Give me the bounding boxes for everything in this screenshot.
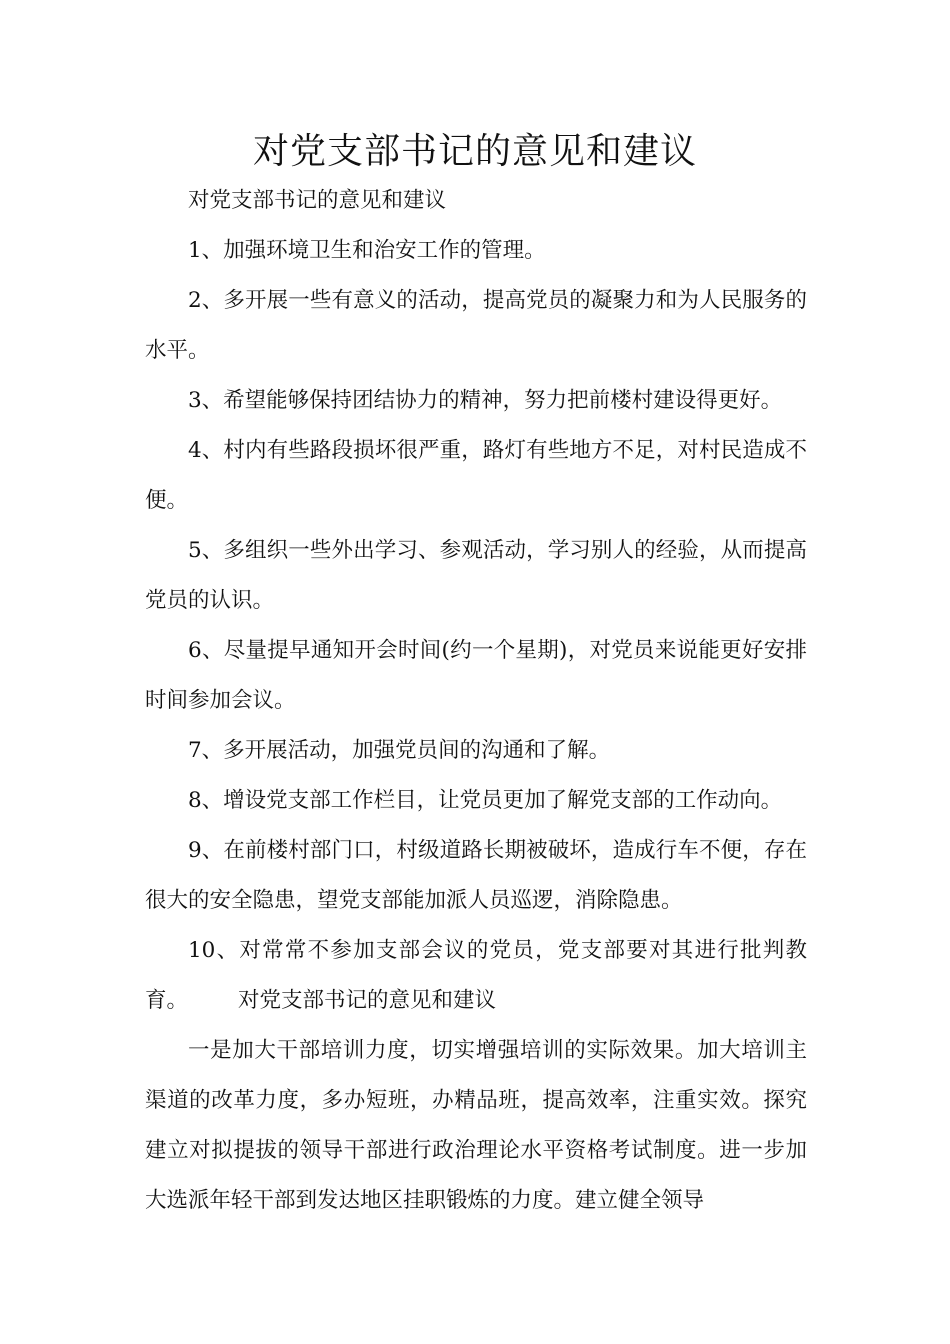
paragraph-repeat-heading: 对党支部书记的意见和建议 (238, 988, 497, 1013)
paragraph-item-1: 1、加强环境卫生和治安工作的管理。 (188, 238, 546, 263)
paragraph-item-10 (145, 926, 807, 1026)
paragraph-item-10-text: 10、对常常不参加支部会议的党员，党支部要对其进行批判教育。 (145, 938, 807, 1013)
paragraph-item-9: 9、在前楼村部门口，村级道路长期被破坏，造成行车不便，存在很大的安全隐患，望党支部能加派人员巡逻，消除隐患。 (145, 838, 807, 913)
paragraph-item-11: 一是加大干部培训力度，切实增强培训的实际效果。加大培训主渠道的改革力度，多办短班，办精品班，提高效率，注重实效。探究建立对拟提拔的领导干部进行政治理论水平资格考试制度。进一步加大选派年轻干部到发达地区挂职锻炼的力度。建立健全领导 (145, 1038, 807, 1213)
paragraph-item-8: 8、增设党支部工作栏目，让党员更加了解党支部的工作动向。 (188, 788, 783, 813)
paragraph-item-2: 2、多开展一些有意义的活动，提高党员的凝聚力和为人民服务的水平。 (145, 288, 807, 363)
paragraph-subtitle: 对党支部书记的意见和建议 (188, 188, 447, 213)
paragraph-item-5: 5、多组织一些外出学习、参观活动，学习别人的经验，从而提高党员的认识。 (145, 538, 807, 613)
paragraph-item-6: 6、尽量提早通知开会时间(约一个星期)，对党员来说能更好安排时间参加会议。 (145, 638, 807, 713)
paragraph-item-3: 3、希望能够保持团结协力的精神，努力把前楼村建设得更好。 (188, 388, 783, 413)
paragraph-item-4: 4、村内有些路段损坏很严重，路灯有些地方不足，对村民造成不便。 (145, 438, 807, 513)
paragraph-item-7: 7、多开展活动，加强党员间的沟通和了解。 (188, 738, 611, 763)
document-body (145, 176, 807, 1226)
document-title: 对党支部书记的意见和建议 (252, 131, 697, 172)
